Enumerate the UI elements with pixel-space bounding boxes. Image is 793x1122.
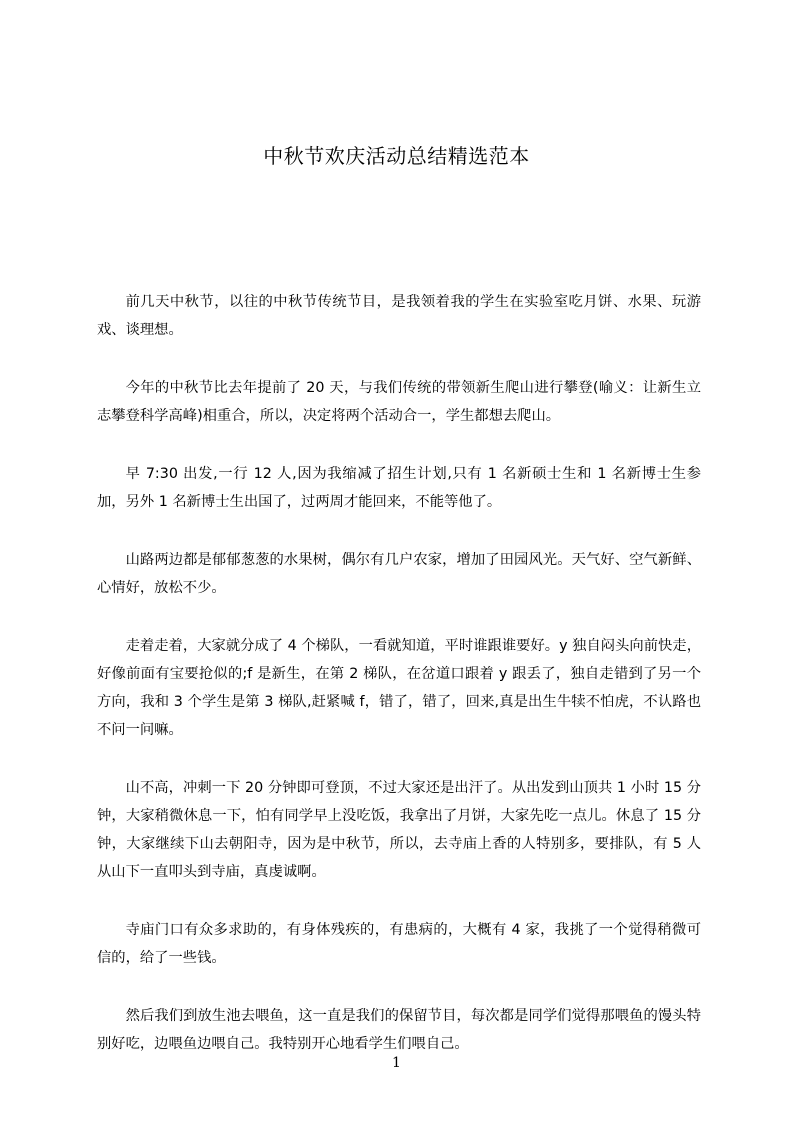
document-body xyxy=(97,288,701,1088)
page-number: 1 xyxy=(392,1055,401,1071)
paragraph-2: 今年的中秋节比去年提前了 20 天，与我们传统的带领新生爬山进行攀登(喻义：让新生立志攀登科学高峰)相重合，所以，决定将两个活动合一，学生都想去爬山。 xyxy=(97,380,701,424)
paragraph-8: 然后我们到放生池去喂鱼，这一直是我们的保留节目，每次都是同学们觉得那喂鱼的馒头特别好吃，边喂鱼边喂自己。我特别开心地看学生们喂自己。 xyxy=(97,1008,701,1052)
paragraph-5: 走着走着，大家就分成了 4 个梯队，一看就知道，平时谁跟谁要好。y 独自闷头向前快走，好像前面有宝要抢似的;f 是新生，在第 2 梯队，在岔道口跟着 y 跟丢了，独自走错到了另一个方向，我和 3 个学生是第 3 梯队,赶紧喊 f，错了，错了，回来,真是出生牛犊不怕虎，不认路也不问一问嘛。 xyxy=(97,638,701,738)
document-title: 中秋节欢庆活动总结精选范本 xyxy=(263,144,530,168)
paragraph-6: 山不高，冲刺一下 20 分钟即可登顶，不过大家还是出汗了。从出发到山顶共 1 小时 15 分钟，大家稍微休息一下，怕有同学早上没吃饭，我拿出了月饼，大家先吃一点儿。休息了 15 分钟，大家继续下山去朝阳寺，因为是中秋节，所以，去寺庙上香的人特别多，要排队，有 5 人从山下一直叩头到寺庙，真虔诚啊。 xyxy=(97,780,701,880)
paragraph-1: 前几天中秋节，以往的中秋节传统节目，是我领着我的学生在实验室吃月饼、水果、玩游戏、谈理想。 xyxy=(97,294,701,338)
paragraph-7: 寺庙门口有众多求助的，有身体残疾的，有患病的，大概有 4 家，我挑了一个觉得稍微可信的，给了一些钱。 xyxy=(97,922,701,966)
paragraph-4: 山路两边都是郁郁葱葱的水果树，偶尔有几户农家，增加了田园风光。天气好、空气新鲜、心情好，放松不少。 xyxy=(97,552,701,596)
paragraph-3: 早 7:30 出发,一行 12 人,因为我缩减了招生计划,只有 1 名新硕士生和 1 名新博士生参加，另外 1 名新博士生出国了，过两周才能回来，不能等他了。 xyxy=(97,466,701,510)
